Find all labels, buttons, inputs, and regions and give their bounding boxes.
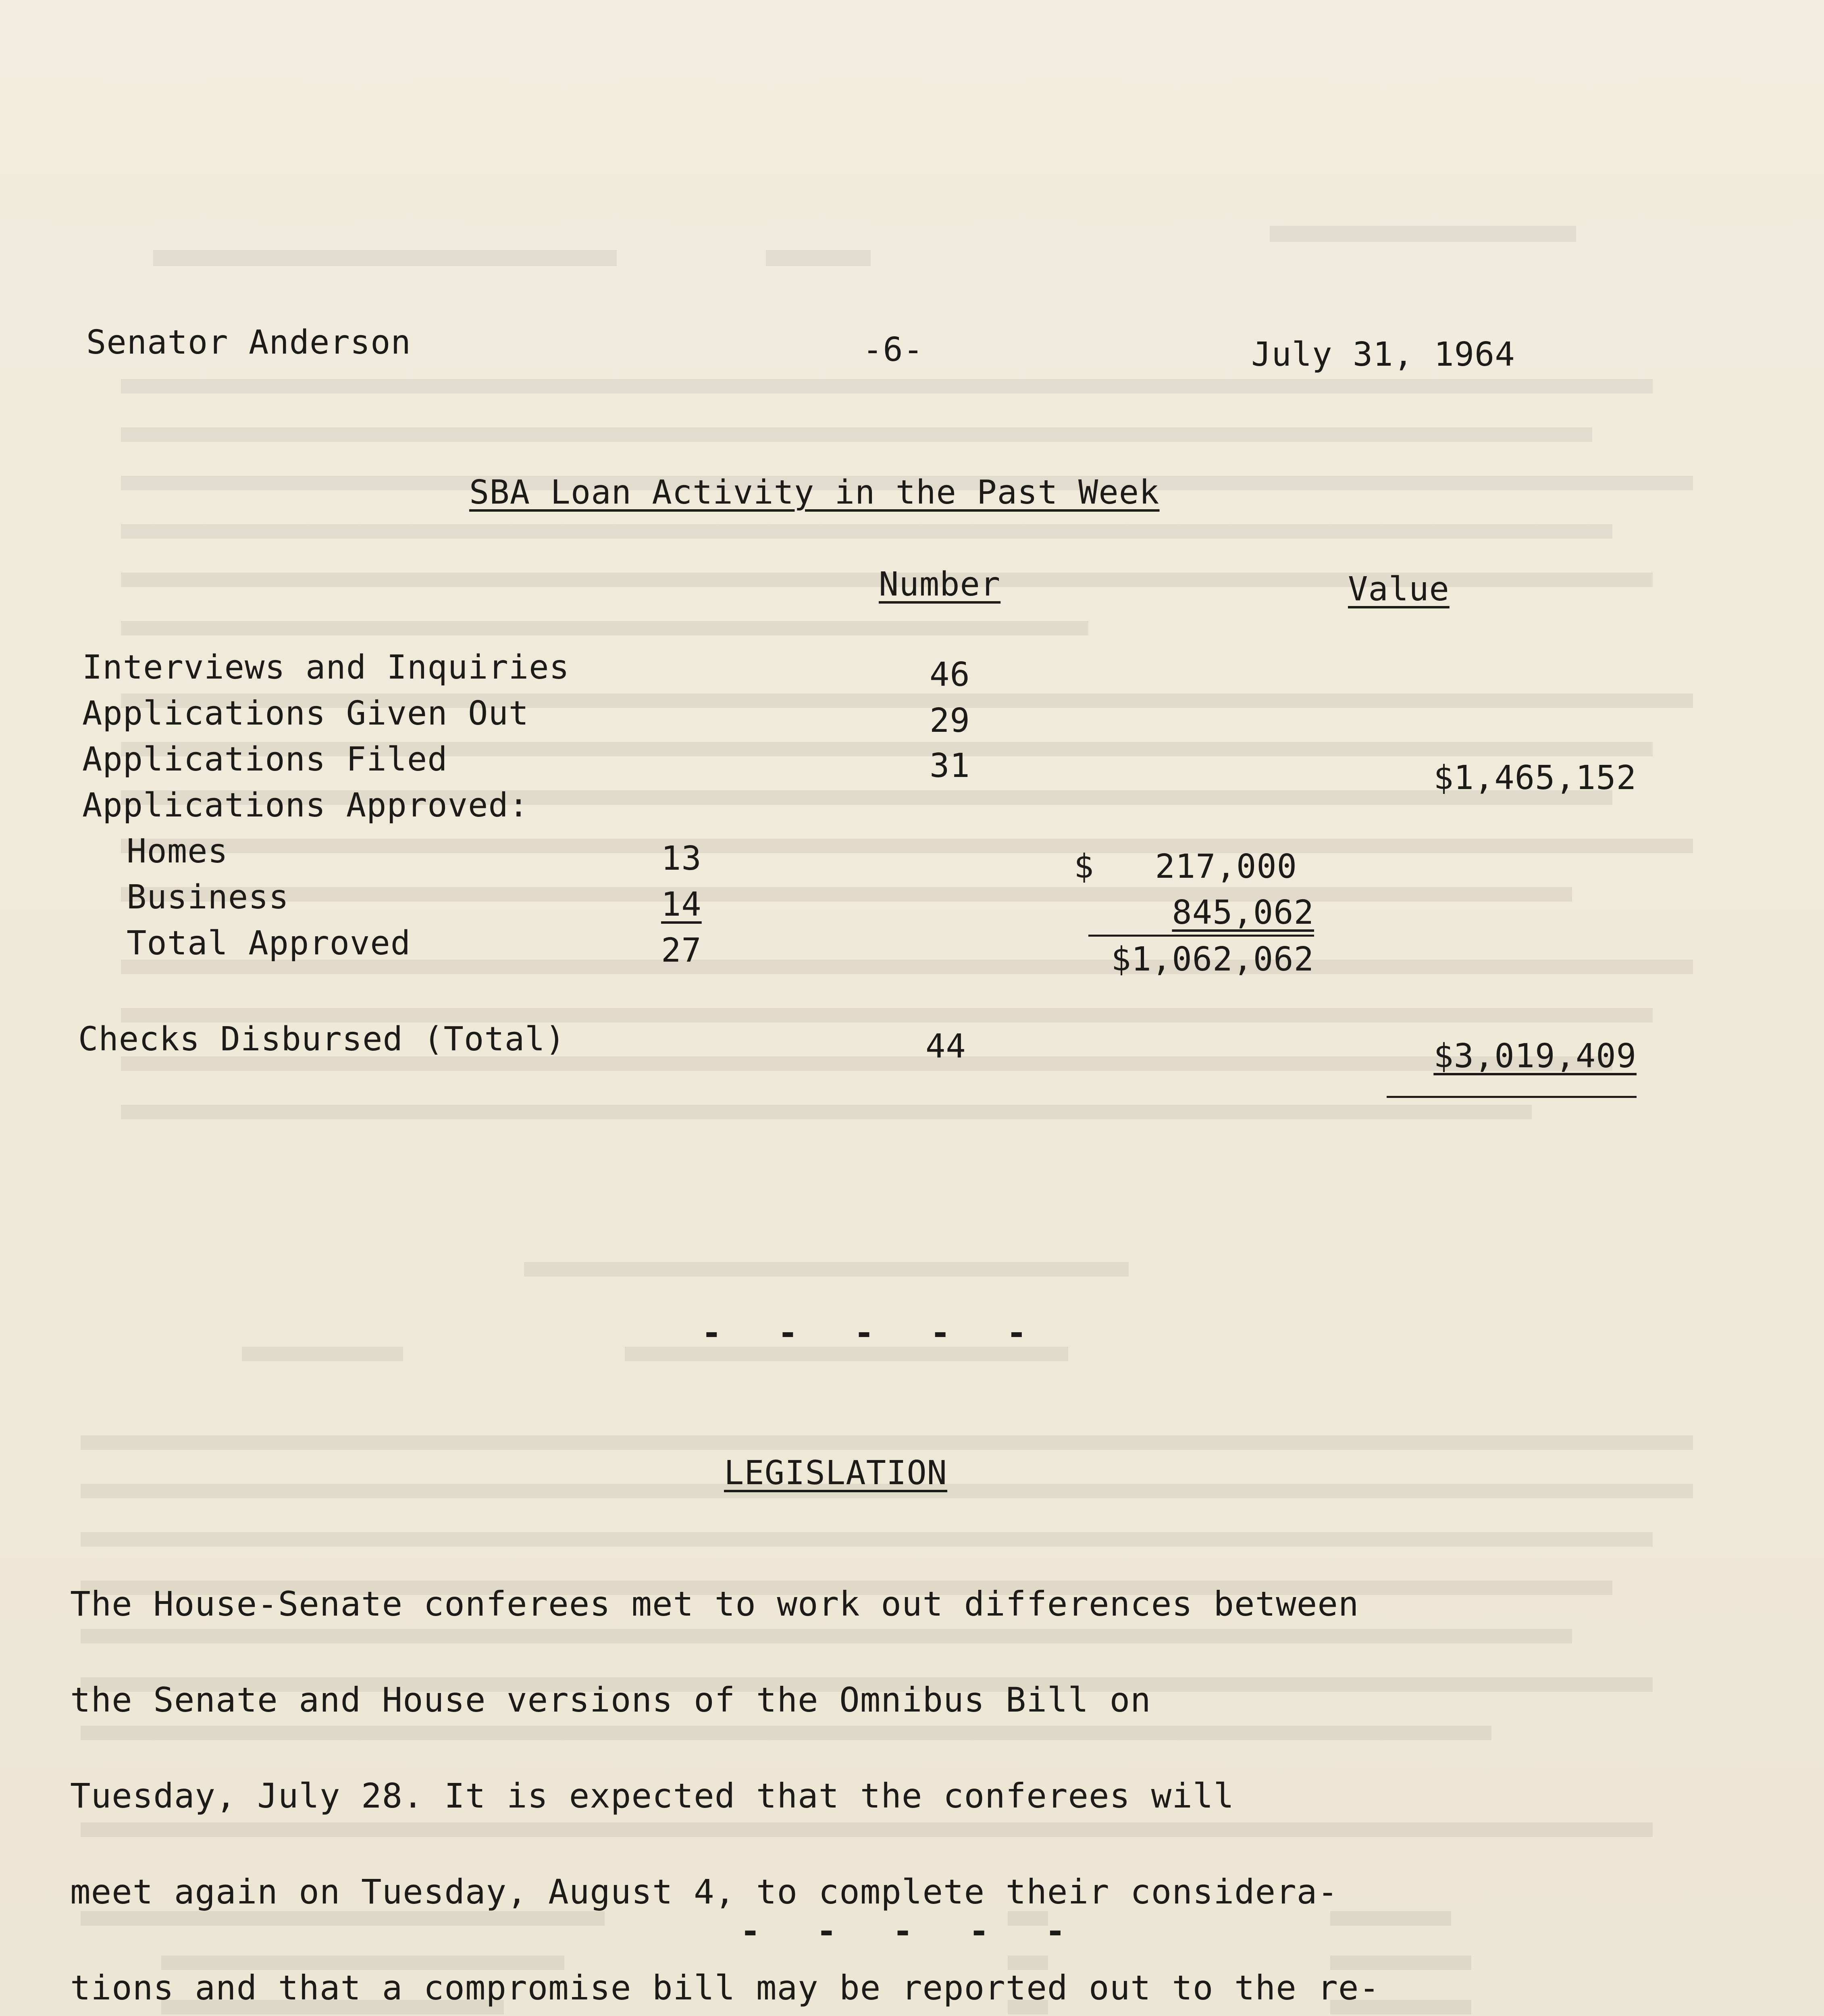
checks-double-underline xyxy=(1387,1096,1637,1098)
approved-amount-business: 845,062 xyxy=(1172,893,1314,932)
row-label: Interviews and Inquiries xyxy=(82,648,570,687)
approved-label-homes: Homes xyxy=(127,832,228,871)
paragraph-line: the Senate and House versions of the Omnibus Bill on xyxy=(70,1680,1151,1720)
row-number: 46 xyxy=(930,656,970,694)
approved-label-total: Total Approved xyxy=(127,924,411,962)
paragraph-line: The House-Senate conferees met to work out differences between xyxy=(70,1584,1359,1624)
checks-value: $3,019,409 xyxy=(1433,1037,1637,1075)
paragraph-line: tions and that a compromise bill may be reported out to the re- xyxy=(70,1968,1380,2008)
approved-amount-total: $1,062,062 xyxy=(1111,940,1314,979)
checks-number: 44 xyxy=(926,1027,966,1066)
approved-label-business: Business xyxy=(127,878,289,916)
section-separator: - - - - - xyxy=(701,1313,1045,1352)
row-value: $1,465,152 xyxy=(1433,759,1637,797)
page-number: -6- xyxy=(863,331,924,369)
document-date: July 31, 1964 xyxy=(1251,335,1515,374)
paragraph-line: meet again on Tuesday, August 4, to complete their considera- xyxy=(70,1872,1338,1912)
approved-count-total: 27 xyxy=(661,931,702,970)
row-label: Applications Given Out xyxy=(82,694,529,733)
row-number: 31 xyxy=(930,747,970,785)
paragraph-line: Tuesday, July 28. It is expected that the conferees will xyxy=(70,1776,1235,1816)
column-header-value: Value xyxy=(1348,570,1450,608)
row-label: Applications Filed xyxy=(82,740,448,779)
legislation-heading: LEGISLATION xyxy=(724,1454,948,1492)
approved-count-business: 14 xyxy=(661,885,702,924)
section-separator: - - - - - xyxy=(740,1911,1084,1951)
approved-amount-homes: $ 217,000 xyxy=(1074,848,1298,886)
sba-table-title: SBA Loan Activity in the Past Week xyxy=(469,473,1160,512)
subtotal-rule xyxy=(1088,935,1314,937)
column-header-number: Number xyxy=(879,565,1001,604)
checks-label: Checks Disbursed (Total) xyxy=(78,1020,566,1058)
approved-count-homes: 13 xyxy=(661,839,702,878)
row-label: Applications Approved: xyxy=(82,786,529,825)
row-number: 29 xyxy=(930,702,970,740)
recipient-name: Senator Anderson xyxy=(86,323,411,362)
